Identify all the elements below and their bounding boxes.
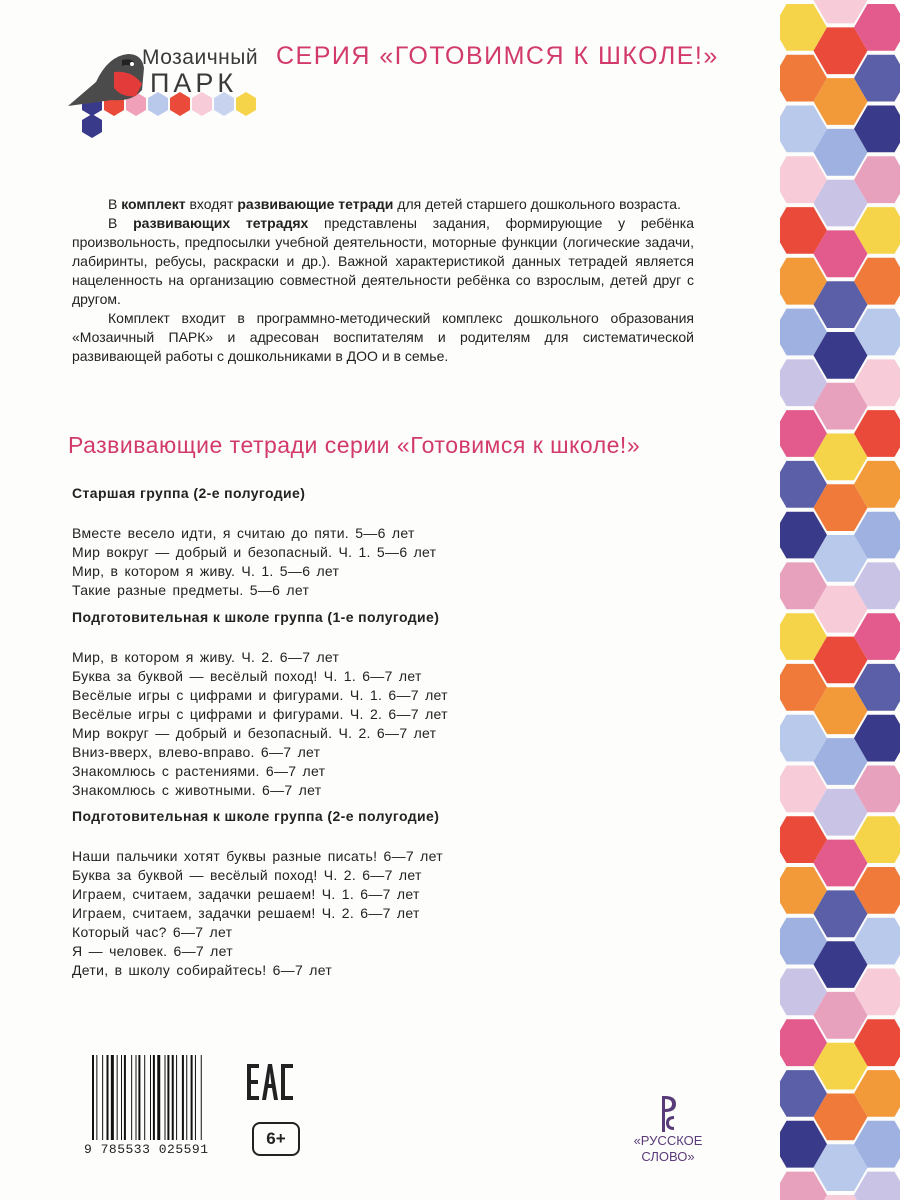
list-item: Весёлые игры с цифрами и фигурами. Ч. 2. 6—7 лет: [72, 706, 448, 722]
barcode-bar: [165, 1055, 166, 1140]
barcode-bar: [186, 1055, 187, 1140]
list-item: Мир вокруг — добрый и безопасный. Ч. 2. 6—7 лет: [72, 725, 437, 741]
hexagon-decoration: [780, 0, 900, 1200]
barcode-bar: [191, 1055, 193, 1140]
list-item: Буква за буквой — весёлый поход! Ч. 2. 6—7 лет: [72, 867, 422, 883]
barcode-bar: [144, 1055, 145, 1140]
barcode-bar: [157, 1055, 160, 1140]
list-item: Играем, считаем, задачки решаем! Ч. 2. 6—7 лет: [72, 905, 420, 921]
list-item: Играем, считаем, задачки решаем! Ч. 1. 6—7 лет: [72, 886, 420, 902]
barcode-bar: [176, 1055, 177, 1140]
barcode-bar: [131, 1055, 132, 1140]
group-prep-second-half: [72, 807, 443, 980]
barcode-bar: [102, 1055, 103, 1140]
logo-subtitle: ПАРК: [150, 68, 238, 98]
list-item: Наши пальчики хотят буквы разные писать! 6—7 лет: [72, 848, 443, 864]
list-item: Такие разные предметы. 5—6 лет: [72, 582, 310, 598]
barcode-bar: [150, 1055, 151, 1140]
intro-text-span: для детей старшего дошкольного возраста.: [393, 196, 681, 212]
list-item: Весёлые игры с цифрами и фигурами. Ч. 1. 6—7 лет: [72, 687, 448, 703]
list-item: Вниз-вверх, влево-вправо. 6—7 лет: [72, 744, 321, 760]
group-title: Старшая группа (2-е полугодие): [72, 485, 306, 501]
barcode-bar: [153, 1055, 155, 1140]
group-senior: [72, 484, 436, 600]
barcode-bar: [195, 1055, 196, 1140]
barcode-bar: [138, 1055, 140, 1140]
barcode-bar: [121, 1055, 122, 1140]
publisher-line: СЛОВО»: [641, 1149, 695, 1164]
intro-text: [72, 195, 694, 366]
group-prep-first-half: [72, 608, 448, 800]
barcode-bar: [182, 1055, 184, 1140]
barcode-bar: [96, 1055, 97, 1140]
list-item: Дети, в школу собирайтесь! 6—7 лет: [72, 962, 333, 978]
age-rating-badge: 6+: [252, 1122, 300, 1156]
intro-text-span: В: [108, 196, 122, 212]
logo-title: Мозаичный: [142, 46, 259, 69]
group-title: Подготовительная к школе группа (1-е полугодие): [72, 609, 440, 625]
intro-bold: развивающие тетради: [237, 196, 394, 212]
intro-bold: развивающих тетрадях: [133, 215, 309, 231]
intro-bold: комплект: [121, 196, 186, 212]
list-item: Мир вокруг — добрый и безопасный. Ч. 1. 5—6 лет: [72, 544, 437, 560]
barcode-icon: [92, 1055, 224, 1140]
barcode-bar: [107, 1055, 109, 1140]
barcode-bar: [92, 1055, 94, 1140]
intro-paragraph: Комплект входит в программно-методический комплекс дошкольного образования «Мозаичный ПАРК» и адресован воспитателям и родителям для систематической развивающей работы с дошкольниками в ДОО и в семье.: [72, 310, 694, 364]
list-item: Вместе весело идти, я считаю до пяти. 5—6 лет: [72, 525, 415, 541]
list-item: Знакомлюсь с растениями. 6—7 лет: [72, 763, 326, 779]
publisher-logo-icon: [654, 1094, 680, 1134]
publisher-line: «РУССКОЕ: [633, 1133, 703, 1148]
intro-text-span: представлены задания, формирующие у ребёнка произвольность, предпосылки учебной деятельности, моторные функции (логические задачи, лабиринты, ребусы, раскраски и др.). Важной характеристикой данных тетрадей является нацеленность на организацию совместной деятельности ребёнка со взрослым, детей друг с другом.: [72, 215, 694, 307]
series-title: СЕРИЯ «ГОТОВИМСЯ К ШКОЛЕ!»: [276, 42, 719, 70]
list-item: Мир, в котором я живу. Ч. 1. 5—6 лет: [72, 563, 340, 579]
barcode-bar: [136, 1055, 137, 1140]
group-title: Подготовительная к школе группа (2-е полугодие): [72, 808, 440, 824]
list-item: Который час? 6—7 лет: [72, 924, 233, 940]
barcode-bar: [172, 1055, 174, 1140]
list-item: Я — человек. 6—7 лет: [72, 943, 233, 959]
isbn-number: 9 785533 025591: [84, 1142, 209, 1157]
list-item: Буква за буквой — весёлый поход! Ч. 1. 6—7 лет: [72, 668, 422, 684]
section-title: Развивающие тетради серии «Готовимся к школе!»: [68, 432, 641, 458]
eac-certification-icon: [246, 1062, 294, 1102]
list-item: Знакомлюсь с животными. 6—7 лет: [72, 782, 322, 798]
list-item: Мир, в котором я живу. Ч. 2. 6—7 лет: [72, 649, 340, 665]
barcode-bar: [117, 1055, 118, 1140]
barcode-bar: [167, 1055, 169, 1140]
intro-text-span: В: [108, 215, 134, 231]
barcode-bar: [201, 1055, 202, 1140]
intro-text-span: входят: [185, 196, 238, 212]
barcode-bar: [111, 1055, 114, 1140]
intro-paragraph: [72, 195, 694, 214]
publisher-name: [630, 1133, 706, 1165]
intro-paragraph: [72, 214, 694, 309]
barcode-bar: [124, 1055, 126, 1140]
